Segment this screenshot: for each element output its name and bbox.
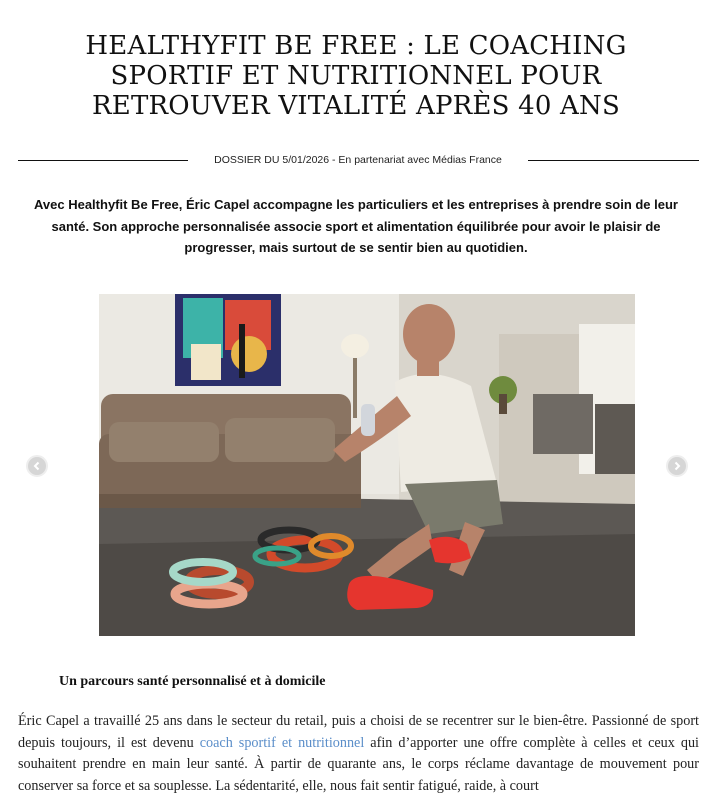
section-subheading: Un parcours santé personnalisé et à domicile [59,674,326,689]
article-title: HEALTHYFIT BE FREE : LE COACHING SPORTIF ET NUTRITIONNEL POUR RETROUVER VITALITÉ APRÈS 40 ANS [85,31,627,121]
coach-photo-illustration [99,294,635,636]
carousel-prev-button[interactable] [26,455,48,477]
dateline-rule-right [528,160,699,161]
article-photo [99,294,635,636]
article-body-paragraph [18,711,699,797]
dateline-text: DOSSIER DU 5/01/2026 - En partenariat avec Médias France [214,154,502,166]
body-text-end: afin d’apporter une offre complète à celles et ceux qui souhaitent prendre en main leur santé. À partir de quarante ans, le corps réclame davantage de mouvement pour conserver sa force et sa souplesse. La sédentarité, elle, nous fait sentir fatigué, raide, à court [18,734,699,794]
chevron-right-icon [672,461,682,471]
dateline-rule-left [18,160,188,161]
body-text-start: Éric Capel a travaillé 25 ans dans le secteur du retail, puis a choisi de se recentrer sur le bien-être. Passionné de sport depuis toujours, il est devenu [18,713,699,751]
carousel-next-button[interactable] [666,455,688,477]
dateline [18,150,699,170]
chevron-left-icon [32,461,42,471]
article-lead: Avec Healthyfit Be Free, Éric Capel accompagne les particuliers et les entreprises à prendre soin de leur santé. Son approche personnalisée associe sport et alimentation équilibrée pour avoir le plaisir de progresser, mais surtout de se sentir bien au quotidien. [34,197,678,255]
coach-link[interactable]: coach sportif et nutritionnel [199,734,365,751]
